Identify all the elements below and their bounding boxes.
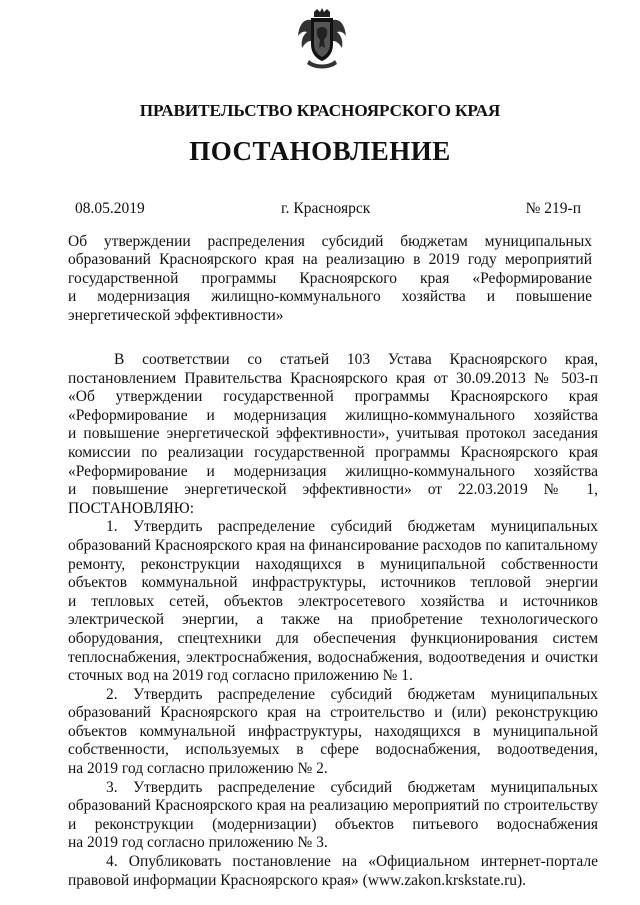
document-meta-row	[75, 200, 581, 222]
clause-2-line: 2. Утвердить распределение субсидий бюджетам муниципальных	[106, 685, 598, 703]
preamble-line: «Реформирование и модернизация жилищно-коммунального хозяйства	[68, 406, 598, 424]
subject-line: Об утверждении распределения субсидий бюджетам муниципальных	[68, 233, 592, 250]
document-number: № 219-п	[525, 200, 581, 217]
preamble-line: «Реформирование и модернизация жилищно-коммунального хозяйства	[68, 462, 598, 480]
clause-3-line: 3. Утвердить распределение субсидий бюджетам муниципальных	[106, 778, 598, 796]
subject-line: государственной программы Красноярского края «Реформирование	[68, 269, 592, 287]
preamble-line: «Об утверждении государственной программы Красноярского края	[68, 388, 598, 406]
document-type-title: ПОСТАНОВЛЕНИЕ	[189, 136, 451, 166]
clause-4-line: 4. Опубликовать постановление на «Официальном интернет-портале	[106, 853, 598, 871]
preamble-line: комиссии по реализации государственной программы Красноярского края	[68, 443, 598, 461]
document-subject	[68, 233, 592, 325]
clause-1-line: ремонту, реконструкции находящихся в муниципальной собственности	[68, 555, 598, 573]
subject-line: и модернизация жилищно-коммунального хозяйства и повышение	[68, 288, 592, 306]
clause-2-line: образований Красноярского края на строительство и (или) реконструкцию	[68, 704, 598, 722]
subject-line: энергетической эффективности»	[68, 306, 284, 324]
clause-4-line: правовой информации Красноярского края» (www.zakon.krskstate.ru).	[68, 871, 527, 889]
resolution-keyword: ПОСТАНОВЛЯЮ:	[68, 499, 195, 517]
clause-1-line: оборудования, спецтехники для обеспечения функционирования систем	[68, 629, 598, 647]
document-body	[68, 351, 598, 890]
clause-3-line: и реконструкции (модернизации) объектов питьевого водоснабжения	[68, 815, 598, 833]
clause-2-line: собственности, используемых в сфере водоснабжения, водоотведения,	[68, 741, 598, 759]
coat-of-arms-emblem	[297, 8, 347, 70]
preamble-line: и повышение энергетической эффективности» от 22.03.2019 № 1,	[68, 481, 598, 499]
preamble-line: постановлением Правительства Красноярского края от 30.09.2013 № 503-п	[68, 369, 598, 387]
clause-3-line: образований Красноярского края на реализацию мероприятий по строительству	[68, 797, 598, 815]
clause-1-line: 1. Утвердить распределение субсидий бюджетам муниципальных	[106, 518, 598, 536]
clause-1-line: и тепловых сетей, объектов электросетевого хозяйства и источников	[68, 592, 598, 610]
clause-1-line: теплоснабжения, электроснабжения, водоснабжения, водоотведения и очистки	[68, 648, 598, 666]
subject-line: образований Красноярского края на реализацию в 2019 году мероприятий	[68, 251, 592, 269]
preamble-line: В соответствии со статьей 103 Устава Красноярского края,	[114, 351, 598, 368]
document-date: 08.05.2019	[75, 200, 145, 217]
clause-2-line: объектов коммунальной инфраструктуры, находящихся в муниципальной	[68, 722, 598, 740]
clause-1-line: образований Красноярского края на финансирование расходов по капитальному	[68, 536, 598, 554]
clause-1-line: сточных вод на 2019 год согласно приложению № 1.	[68, 667, 413, 685]
government-title: ПРАВИТЕЛЬСТВО КРАСНОЯРСКОГО КРАЯ	[139, 101, 501, 120]
document-city: г. Красноярск	[281, 200, 371, 217]
clause-1-line: электрической энергии, а также на приобретение технологического	[68, 611, 598, 629]
clause-1-line: объектов коммунальной инфраструктуры, источников тепловой энергии	[68, 574, 598, 592]
clause-2-line: на 2019 год согласно приложению № 2.	[68, 760, 328, 778]
preamble-line: и повышение энергетической эффективности», учитывая протокол заседания	[68, 425, 598, 443]
clause-3-line: на 2019 год согласно приложению № 3.	[68, 834, 328, 852]
